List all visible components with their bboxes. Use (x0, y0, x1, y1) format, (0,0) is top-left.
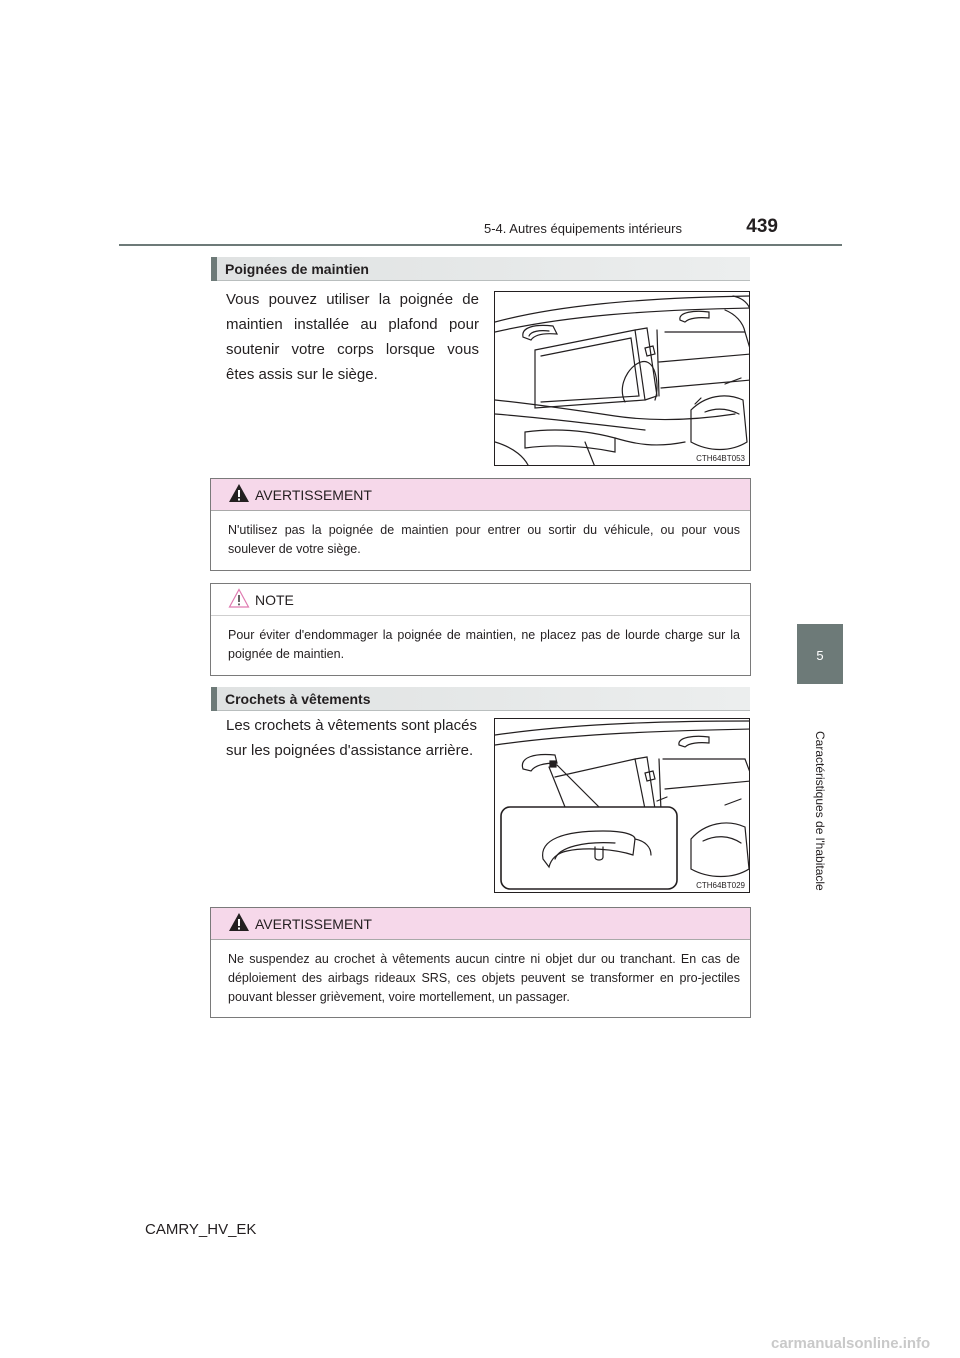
section-title: Crochets à vêtements (225, 691, 371, 707)
note-text: Pour éviter d'endommager la poignée de maintien, ne placez pas de lourde charge sur la poignée de maintien. (228, 628, 740, 661)
warning-triangle-icon (228, 912, 250, 932)
note-header (211, 584, 750, 616)
watermark: carmanualsonline.info (771, 1335, 931, 1352)
section-body-text: Vous pouvez utiliser la poignée de maintien installée au plafond pour soutenir votre corps lorsque vous êtes assis sur le siège. (226, 291, 479, 383)
model-code: CAMRY_HV_EK (145, 1221, 257, 1238)
section-body-text: Les crochets à vêtements sont placés sur les poignées d'assistance arrière. (226, 717, 477, 759)
section-title-bar-grab-handles (211, 257, 750, 281)
section-stripe (211, 687, 217, 711)
section-stripe (211, 257, 217, 281)
warning-text: Ne suspendez au crochet à vêtements aucun cintre ni objet dur ou tranchant. En cas de déploiement des airbags rideaux SRS, ces objets peuvent se transformer en pro-jectiles pouvant blesser grièvement, voire mortellement, un passager. (228, 952, 740, 1004)
header-rule (119, 244, 842, 246)
section-title-bar-clothes-hooks (211, 687, 750, 711)
warning-text: N'utilisez pas la poignée de maintien pour entrer ou sortir du véhicule, ou pour vous soulever de votre siège. (228, 523, 740, 556)
warning-box (210, 907, 751, 1018)
chapter-label: Caractéristiques de l'habitacle (813, 731, 827, 891)
warning-triangle-icon (228, 483, 250, 503)
section-title: Poignées de maintien (225, 261, 369, 277)
warning-header (211, 479, 750, 511)
page-number: 439 (746, 216, 778, 237)
chapter-number: 5 (816, 648, 824, 663)
warning-header (211, 908, 750, 940)
section-header: 5-4. Autres équipements intérieurs (484, 221, 682, 236)
note-box (210, 583, 751, 676)
figure-code: CTH64BT029 (696, 881, 745, 890)
warning-box (210, 478, 751, 571)
warning-label: AVERTISSEMENT (255, 916, 372, 932)
illustration-grab-handle (494, 291, 750, 466)
illustration-clothes-hook (494, 718, 750, 893)
figure-code: CTH64BT053 (696, 454, 745, 463)
clothes-hook-drawing (495, 719, 750, 893)
chapter-tab (797, 624, 843, 684)
note-label: NOTE (255, 592, 294, 608)
cabin-interior-drawing (495, 292, 750, 466)
caution-triangle-icon (228, 588, 250, 608)
warning-label: AVERTISSEMENT (255, 487, 372, 503)
